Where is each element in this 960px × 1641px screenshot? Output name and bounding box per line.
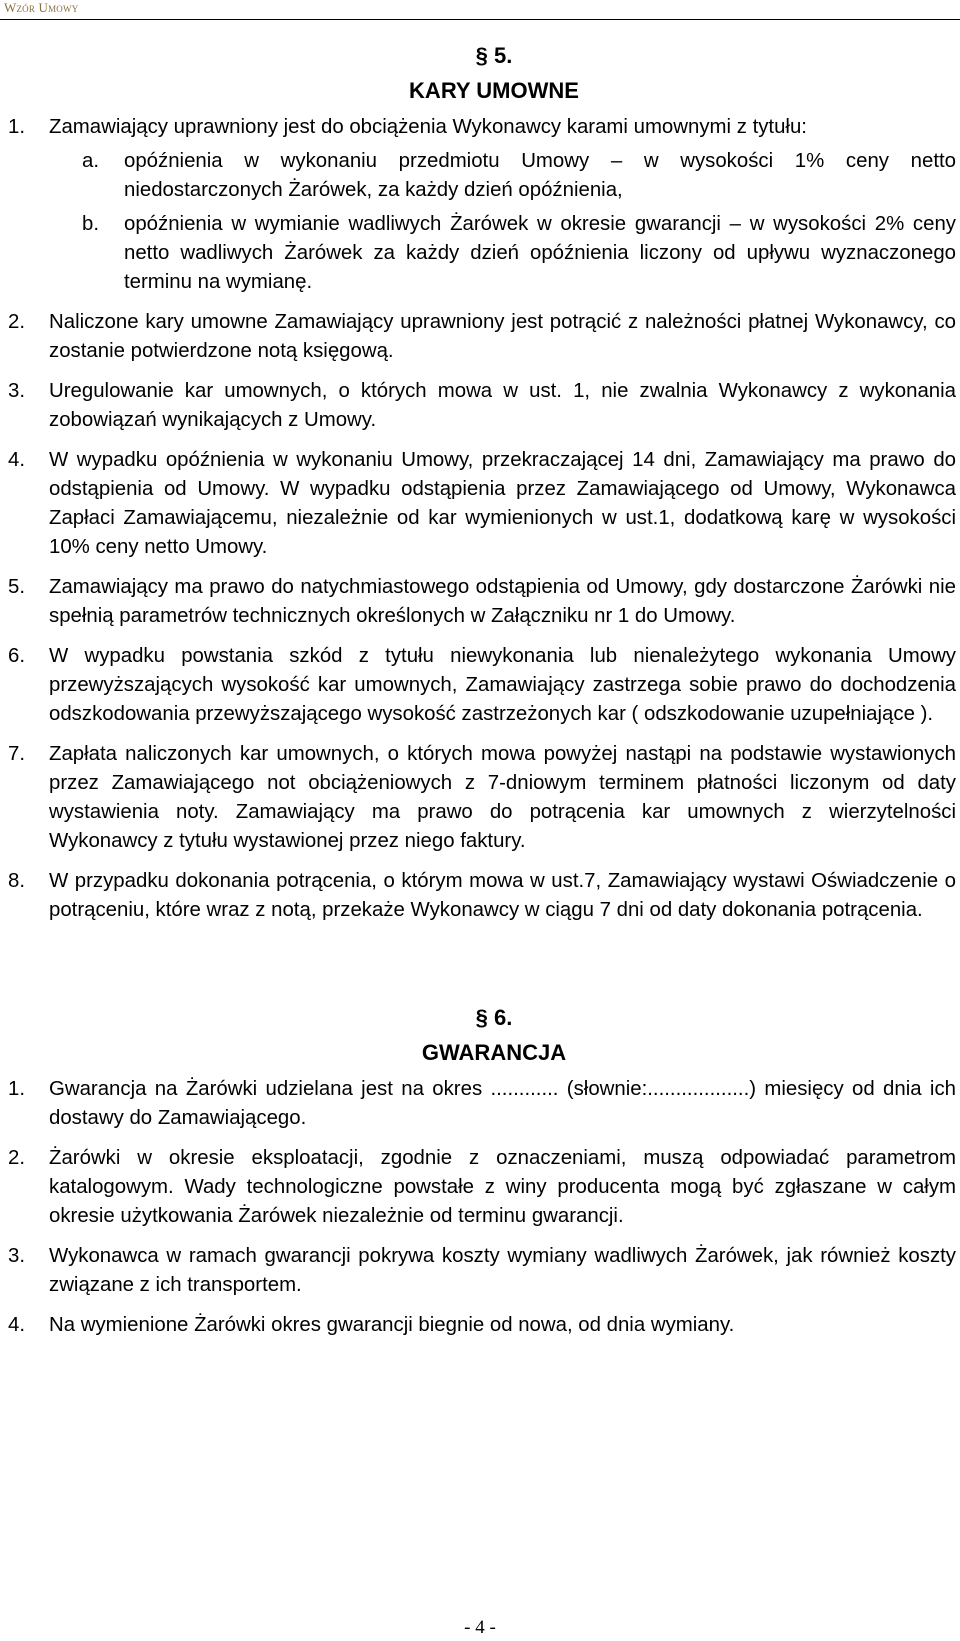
item-text: W wypadku opóźnienia w wykonaniu Umowy, przekraczającej 14 dni, Zamawiający ma prawo do odstąpienia od Umowy. W wypadku odstąpienia przez Zamawiającego od Umowy, Wykonawca Zapłaci Zamawiającemu, niezależnie od kar wymienionych w ust.1, dodatkową karę w wysokości 10% ceny netto Umowy. [49,449,956,558]
document-header [0,0,960,20]
section-number: § 5. [475,43,513,68]
sub-list-item [82,210,956,297]
item-text: Zapłata naliczonych kar umownych, o których mowa powyżej nastąpi na podstawie wystawionych przez Zamawiającego not obciążeniowych z 7-dniowym terminem płatności liczonym od daty wystawienia noty. Zamawiający ma prawo do potrącenia kar umownych z wierzytelności Wykonawcy z tytułu wystawionej przez niego faktury. [49,743,956,852]
item-number: 3. [8,1245,26,1267]
item-text: Wykonawca w ramach gwarancji pokrywa koszty wymiany wadliwych Żarówek, jak również koszty związane z ich transportem. [49,1245,956,1296]
section-spacer [8,936,956,1003]
sub-item-text: opóźnienia w wykonaniu przedmiotu Umowy – w wysokości 1% ceny netto niedostarczonych Żarówek, za każdy dzień opóźnienia, [124,150,956,201]
list-item [8,1075,956,1133]
section-title: GWARANCJA [421,1040,567,1065]
item-text: Zamawiający uprawniony jest do obciążenia Wykonawcy karami umownymi z tytułu: [49,116,807,138]
list-item [8,573,956,631]
item-number: 4. [8,449,26,471]
item-text: W przypadku dokonania potrącenia, o którym mowa w ust.7, Zamawiający wystawi Oświadczenie o potrąceniu, które wraz z notą, przekaże Wykonawcy w ciągu 7 dni od daty dokonania potrącenia. [49,870,956,921]
sub-item-letter: a. [82,150,100,172]
sub-item-text: opóźnienia w wymianie wadliwych Żarówek w okresie gwarancji – w wysokości 2% ceny netto wadliwych Żarówek za każdy dzień opóźnienia liczony od upływu wyznaczonego terminu na wymianę. [124,213,956,293]
section-gwarancja [8,1003,956,1340]
item-text: W wypadku powstania szkód z tytułu niewykonania lub nienależytego wykonania Umowy przewyższających wysokość kar umownych, Zamawiający zastrzega sobie prawo do dochodzenia odszkodowania przewyższającego wysokość zastrzeżonych kar ( odszkodowanie uzupełniające ). [49,645,956,725]
list-item [8,1144,956,1231]
item-text: Uregulowanie kar umownych, o których mowa w ust. 1, nie zwalnia Wykonawcy z wykonania zobowiązań wynikających z Umowy. [49,380,956,431]
sub-list-item [82,147,956,205]
item-number: 4. [8,1314,26,1336]
item-number: 6. [8,645,26,667]
item-number: 8. [8,870,26,892]
item-number: 2. [8,1147,26,1169]
sub-list [8,147,956,297]
item-text: Gwarancja na Żarówki udzielana jest na okres ............ (słownie:..................) miesięcy od dnia ich dostawy do Zamawiającego. [49,1078,956,1129]
list-item [8,113,956,142]
list-item [8,446,956,562]
item-number: 3. [8,380,26,402]
list-item [8,740,956,856]
sub-item-letter: b. [82,213,100,235]
section-title: KARY UMOWNE [409,78,579,103]
list-item [8,867,956,925]
header-title: Wzór Umowy [4,0,79,15]
list-item [8,1242,956,1300]
item-text: Żarówki w okresie eksploatacji, zgodnie z oznaczeniami, muszą odpowiadać parametrom katalogowym. Wady technologiczne powstałe z winy producenta mogą być zgłaszane w całym okresie użytkowania Żarówek niezależnie od terminu gwarancji. [49,1147,956,1227]
item-text: Na wymienione Żarówki okres gwarancji biegnie od nowa, od dnia wymiany. [49,1314,735,1336]
item-text: Naliczone kary umowne Zamawiający uprawniony jest potrącić z należności płatnej Wykonawcy, co zostanie potwierdzone notą księgową. [49,311,956,362]
item-number: 2. [8,311,26,333]
item-text: Zamawiający ma prawo do natychmiastowego odstąpienia od Umowy, gdy dostarczone Żarówki nie spełnią parametrów technicznych określonych w Załączniku nr 1 do Umowy. [49,576,956,627]
list-item [8,308,956,366]
list-item [8,377,956,435]
item-number: 5. [8,576,26,598]
item-number: 1. [8,116,26,138]
list-item [8,1311,956,1340]
page-number: - 4 - [464,1617,496,1638]
list-item [8,642,956,729]
document-body [8,41,956,1351]
section-number: § 6. [475,1005,513,1030]
item-number: 7. [8,743,26,765]
section-kary-umowne [8,41,956,925]
item-number: 1. [8,1078,26,1100]
